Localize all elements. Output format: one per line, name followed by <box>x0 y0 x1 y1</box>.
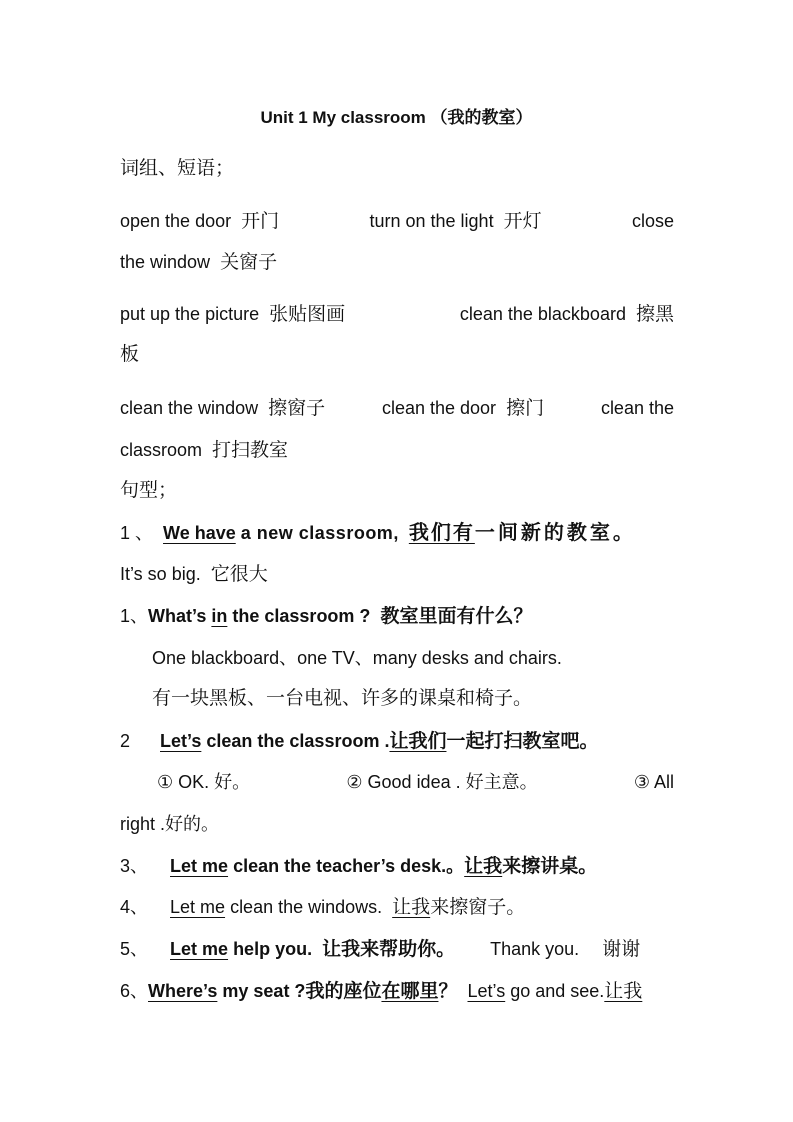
phrase-clean-window: clean the window 擦窗子 <box>120 398 326 419</box>
phrase-row-2-cont: 板 <box>120 344 140 365</box>
page-title: Unit 1 My classroom （我的教室） <box>260 108 533 127</box>
sentence-1b: 1、What’s in the classroom ? 教室里面有什么？ <box>120 606 533 627</box>
phrase-open-door: open the door 开门 <box>120 211 280 232</box>
phrase-clean-door: clean the door 擦门 <box>381 398 545 419</box>
sentences-heading: 句型； <box>120 480 178 501</box>
sentence-2-responses-cont: right .好的。 <box>120 814 220 834</box>
phrases-heading: 词组、短语； <box>120 158 235 179</box>
phrase-put-up-picture: put up the picture 张贴图画 <box>120 304 346 325</box>
phrase-clean-classroom-start: clean the <box>600 398 674 418</box>
sentence-6: 6、Where’s my seat ?我的座位在哪里？ Let’s go and see.让我 <box>120 981 643 1002</box>
sentence-3: 3、 Let me clean the teacher’s desk.。让我来擦讲桌。 <box>120 856 598 877</box>
phrase-row-2 <box>120 302 674 327</box>
phrase-row-3 <box>120 396 674 421</box>
phrase-clean-blackboard: clean the blackboard 擦黑 <box>459 304 674 325</box>
sentence-2: 2 Let’s clean the classroom .让我们一起打扫教室吧。 <box>120 731 599 752</box>
sentence-1: 1 、 We have a new classroom, 我们有一间新的教室。 <box>120 522 636 544</box>
phrase-close-window-start: close <box>631 211 674 231</box>
response-good-idea: ② Good idea . 好主意。 <box>346 772 538 792</box>
sentence-1b-answer-zh: 有一块黑板、一台电视、许多的课桌和椅子。 <box>152 688 533 709</box>
sentence-1-follow: It’s so big. 它很大 <box>120 564 268 585</box>
phrase-turn-on-light: turn on the light 开灯 <box>369 211 542 232</box>
phrase-row-3-cont: classroom 打扫教室 <box>120 440 289 461</box>
response-ok: ① OK. 好。 <box>157 772 251 792</box>
sentence-2-responses <box>157 770 674 794</box>
phrase-row-1 <box>120 209 674 234</box>
response-all-right-start: ③ All <box>633 772 674 792</box>
sentence-1b-answer-en: One blackboard、one TV、many desks and chairs. <box>152 648 562 668</box>
phrase-row-1-cont: the window 关窗子 <box>120 252 278 273</box>
sentence-5: 5、 Let me help you. 让我来帮助你。 Thank you. 谢谢 <box>120 939 641 960</box>
sentence-4: 4、 Let me clean the windows. 让我来擦窗子。 <box>120 897 526 918</box>
